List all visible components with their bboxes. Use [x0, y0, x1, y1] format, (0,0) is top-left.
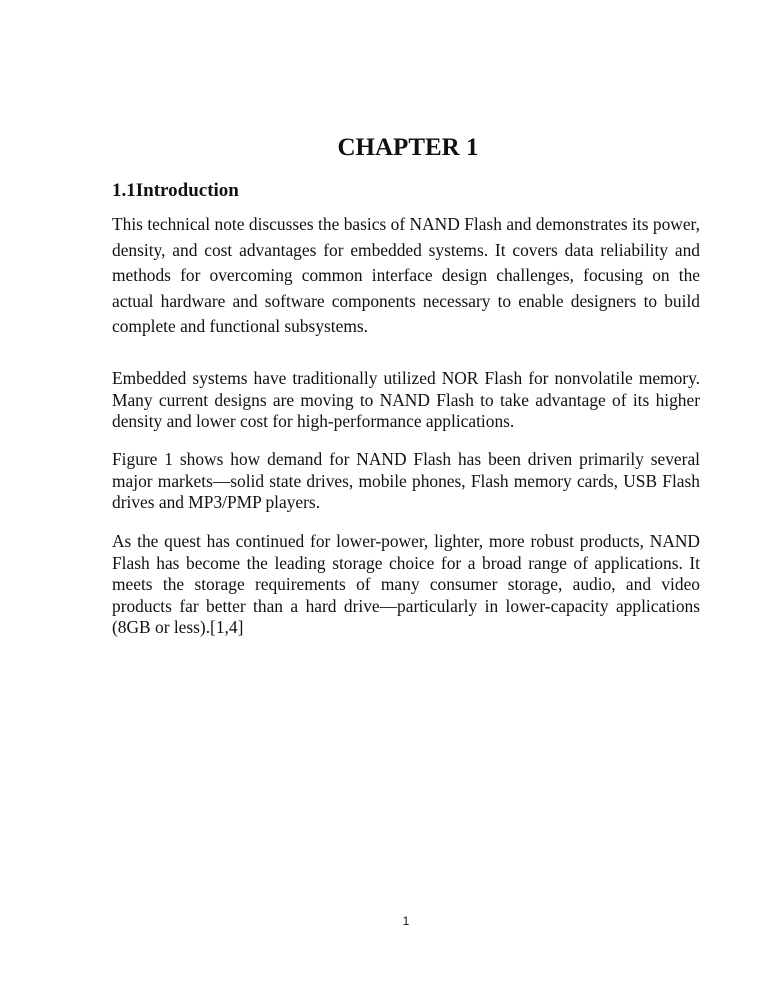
paragraph-embedded-systems: Embedded systems have traditionally utilized NOR Flash for nonvolatile memory. Many current designs are moving to NAND Flash to take advantage of its higher density and lower cost for high-performance applications.	[112, 368, 700, 431]
paragraph-intro: This technical note discusses the basics of NAND Flash and demonstrates its power, density, and cost advantages for embedded systems. It covers data reliability and methods for overcoming common interface design challenges, focusing on the actual hardware and software components necessary to enable designers to build complete and functional subsystems.	[112, 214, 700, 336]
chapter-title: CHAPTER 1	[337, 134, 479, 161]
paragraph-storage-choice: As the quest has continued for lower-power, lighter, more robust products, NAND Flash has become the leading storage choice for a broad range of applications. It meets the storage requirements of many consumer storage, audio, and video products far better than a hard drive—particularly in lower-capacity applications (8GB or less).[1,4]	[112, 531, 700, 637]
section-heading: 1.1Introduction	[112, 180, 239, 201]
page-number: 1	[402, 914, 410, 928]
paragraph-figure-reference: Figure 1 shows how demand for NAND Flash has been driven primarily several major markets—solid state drives, mobile phones, Flash memory cards, USB Flash drives and MP3/PMP players.	[112, 449, 700, 512]
